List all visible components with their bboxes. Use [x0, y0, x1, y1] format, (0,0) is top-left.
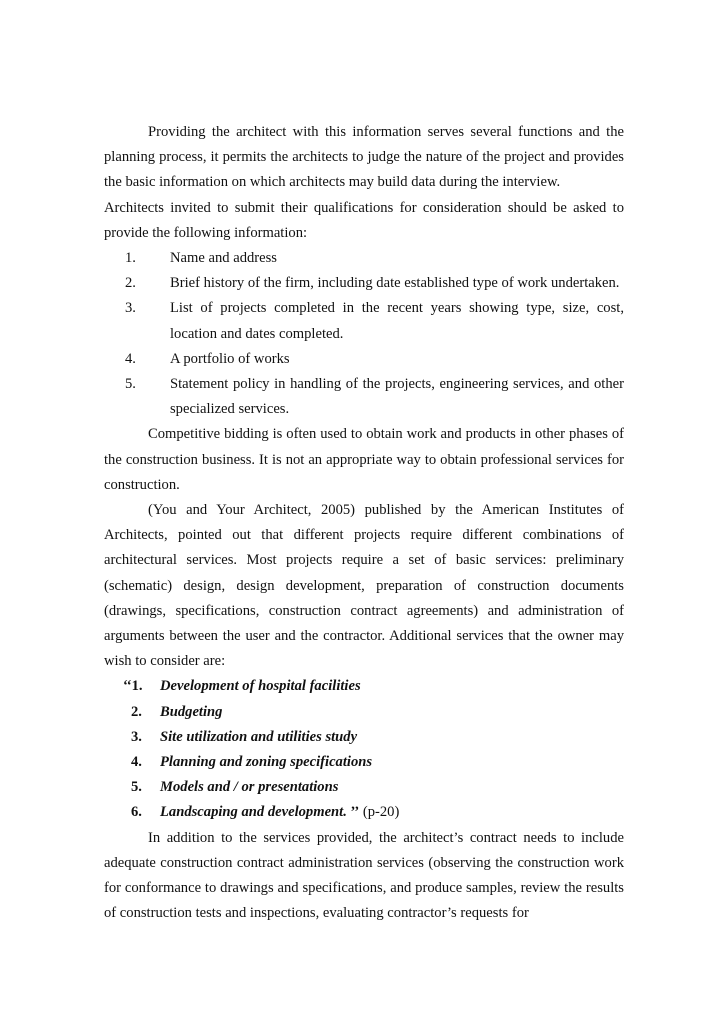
list-item: [104, 271, 624, 296]
list-item: [104, 700, 624, 725]
list-item-text: Planning and zoning specifications: [160, 754, 373, 771]
list-item: [104, 800, 624, 825]
list-item-text: A portfolio of works: [170, 350, 290, 367]
services-list: [104, 674, 624, 825]
list-item-number: 1.: [125, 250, 136, 267]
list-item: [104, 372, 624, 422]
list-item-text: Name and address: [170, 250, 277, 267]
paragraph-contract-administration: In addition to the services provided, the architect’s contract needs to include adequate construction contract administration services (observing the construction work for conformance to drawings and specifications, and produce samples, review the results of construction tests and inspections, evaluating contractor’s requests for: [104, 829, 624, 922]
list-item-number: 6.: [131, 804, 142, 821]
list-item-number: 3.: [131, 728, 142, 745]
list-item-text: Site utilization and utilities study: [160, 728, 358, 745]
list-item-number: 4.: [125, 350, 136, 367]
list-item: [104, 674, 624, 699]
list-item-number: 3.: [125, 300, 136, 317]
list-item-content: [160, 800, 624, 825]
list-item-number: ‘‘1.: [123, 678, 143, 695]
list-item: [104, 750, 624, 775]
list-item-number: 2.: [125, 275, 136, 292]
list-item-number: 2.: [131, 703, 142, 720]
list-item-text: Models and / or presentations: [160, 779, 339, 796]
list-item: [104, 246, 624, 271]
list-item-number: 5.: [131, 779, 142, 796]
list-item: [104, 775, 624, 800]
list-item-text: Brief history of the firm, including date established type of work undertaken.: [170, 275, 620, 292]
paragraph-qualifications-request: Architects invited to submit their qualifications for consideration should be asked to provide the following information:: [104, 199, 624, 241]
list-item-text: Development of hospital facilities: [160, 678, 361, 695]
list-item-number: 4.: [131, 754, 142, 771]
list-item: [104, 725, 624, 750]
paragraph-information-functions: Providing the architect with this information serves several functions and the planning process, it permits the architects to judge the nature of the project and provides the basic information on which architects may build data during the interview.: [104, 124, 624, 191]
paragraph-competitive-bidding: Competitive bidding is often used to obtain work and products in other phases of the construction business. It is not an appropriate way to obtain professional services for construction.: [104, 426, 624, 493]
list-item-text: Landscaping and development.: [160, 804, 347, 821]
list-item: [104, 296, 624, 346]
list-item-text: Statement policy in handling of the projects, engineering services, and other specialized services.: [170, 376, 624, 418]
information-list: [104, 246, 624, 422]
list-item-number: 5.: [125, 376, 136, 393]
citation: (p-20): [359, 804, 400, 821]
list-item-text: Budgeting: [160, 703, 223, 720]
paragraph-architectural-services: (You and Your Architect, 2005) published by the American Institutes of Architects, pointed out that different projects require different combinations of architectural services. Most projects require a set of basic services: preliminary (schematic) design, design development, preparation of construction documents (drawings, specifications, construction contract agreements) and administration of arguments between the user and the contractor. Additional services that the owner may wish to consider are:: [104, 502, 624, 670]
list-item-text: List of projects completed in the recent years showing type, size, cost, location and dates completed.: [170, 300, 624, 342]
list-item: [104, 347, 624, 372]
document-page: [104, 120, 624, 927]
closing-quote: ’’: [346, 804, 360, 821]
